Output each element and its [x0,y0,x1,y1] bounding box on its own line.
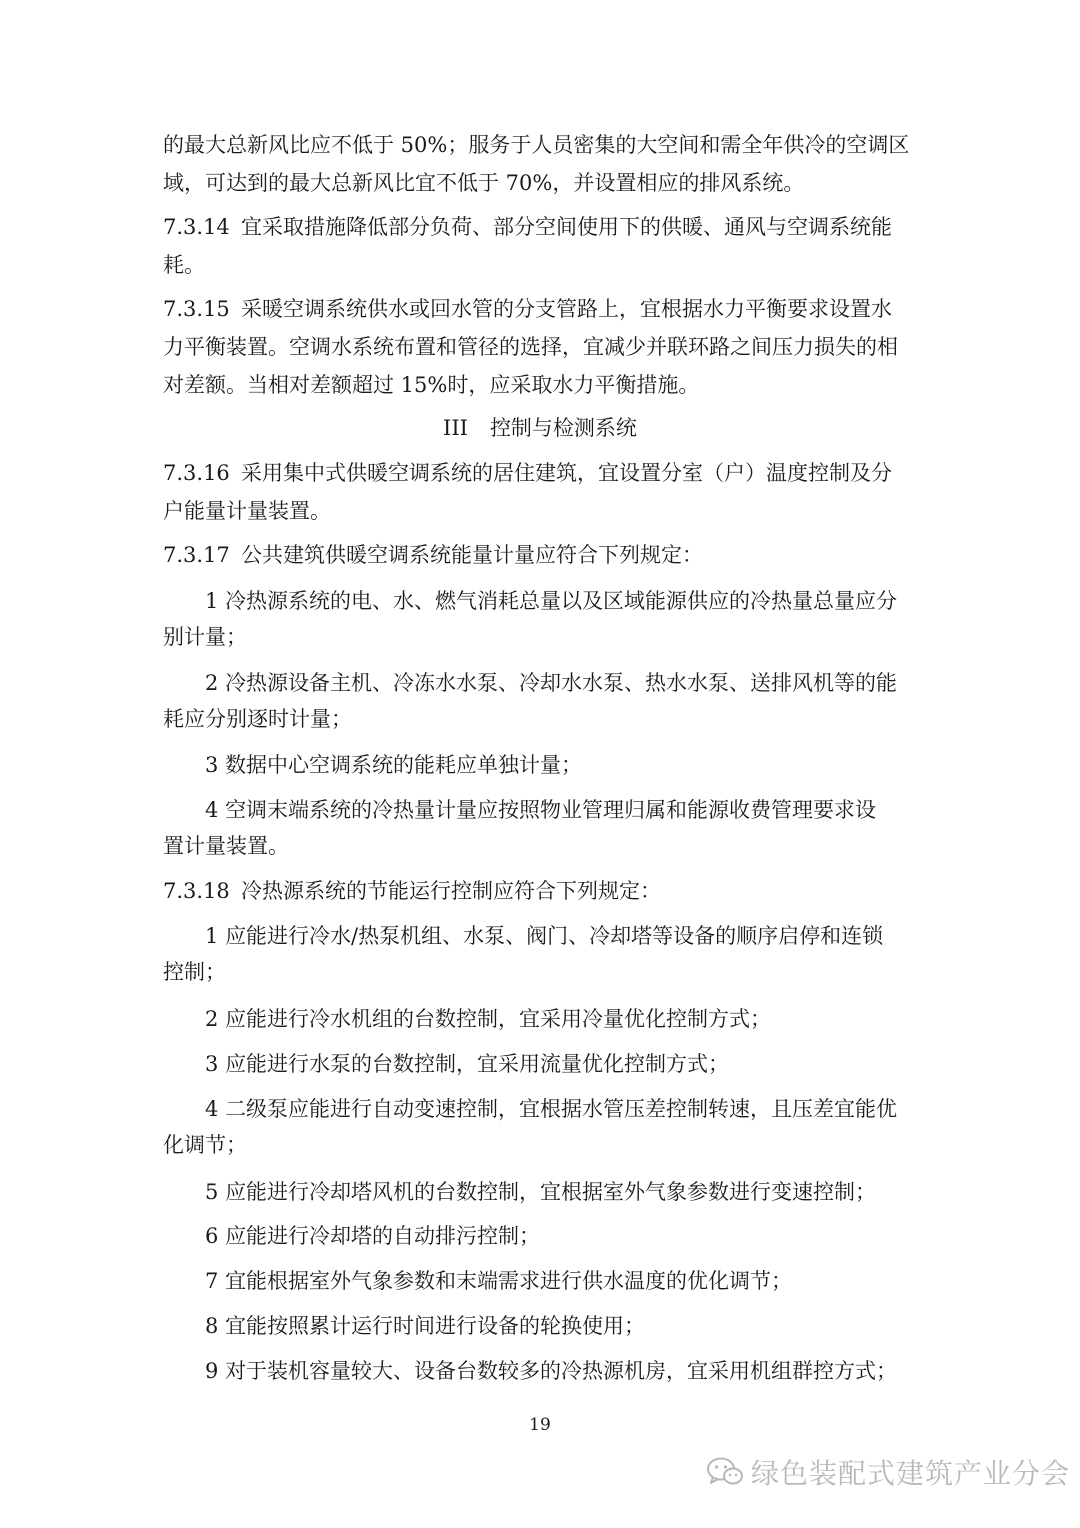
clause-number: 7.3.18 [163,879,230,903]
item-text: 数据中心空调系统的能耗应单独计量； [225,753,583,777]
paragraph-line: 控制； [163,960,226,984]
clause-number: 7.3.14 [163,215,230,239]
list-item [205,1095,897,1123]
clause-text: 宜采取措施降低部分负荷、部分空间使用下的供暖、通风与空调系统能 [241,215,892,239]
clause-7-3-17 [163,541,703,569]
clause-number: 7.3.15 [163,297,230,321]
wechat-icon [705,1455,745,1489]
clause-text: 冷热源系统的节能运行控制应符合下列规定： [241,879,661,903]
item-text: 应能进行冷水机组的台数控制，宜采用冷量优化控制方式； [225,1007,772,1031]
paragraph-line: 别计量； [163,625,247,649]
watermark-text: 绿色装配式建筑产业分会 [751,1457,1071,1490]
item-text: 应能进行冷水/热泵机组、水泵、阀门、冷却塔等设备的顺序启停和连锁 [225,924,884,948]
paragraph-line: 置计量装置。 [163,834,289,858]
item-number: 5 [205,1180,219,1204]
item-text: 对于装机容量较大、设备台数较多的冷热源机房，宜采用机组群控方式； [225,1359,898,1383]
item-number: 3 [205,753,219,777]
item-text: 应能进行冷却塔风机的台数控制，宜根据室外气象参数进行变速控制； [225,1180,877,1204]
list-item [205,1050,729,1078]
item-number: 3 [205,1052,219,1076]
list-item [205,796,876,824]
clause-text: 采用集中式供暖空调系统的居住建筑，宜设置分室（户）温度控制及分 [241,461,892,485]
item-text: 应能进行水泵的台数控制，宜采用流量优化控制方式； [225,1052,730,1076]
section-heading [0,414,1080,442]
item-text: 宜能根据室外气象参数和末端需求进行供水温度的优化调节； [225,1269,793,1293]
list-item [205,1222,540,1250]
list-item [205,669,897,697]
list-item [205,1267,792,1295]
item-number: 7 [205,1269,219,1293]
item-number: 4 [205,798,219,822]
item-number: 6 [205,1224,219,1248]
list-item [205,922,883,950]
list-item [205,1005,771,1033]
paragraph-line: 的最大总新风比应不低于 50%；服务于人员密集的大空间和需全年供冷的空调区 [163,133,910,157]
clause-number: 7.3.17 [163,543,230,567]
paragraph-line: 户能量计量装置。 [163,499,331,523]
list-item [205,1357,897,1385]
clause-text: 公共建筑供暖空调系统能量计量应符合下列规定： [241,543,703,567]
paragraph-line: 化调节； [163,1133,247,1157]
paragraph-line: 域，可达到的最大总新风比宜不低于 70%，并设置相应的排风系统。 [163,171,805,195]
paragraph-line: 对差额。当相对差额超过 15%时，应采取水力平衡措施。 [163,373,700,397]
clause-7-3-15 [163,295,892,323]
item-number: 2 [205,671,219,695]
item-text: 冷热源系统的电、水、燃气消耗总量以及区域能源供应的冷热量总量应分 [225,589,898,613]
watermark [705,1450,1070,1494]
item-text: 宜能按照累计运行时间进行设备的轮换使用； [225,1314,646,1338]
item-text: 二级泵应能进行自动变速控制，宜根据水管压差控制转速，且压差宜能优 [225,1097,898,1121]
list-item [205,587,897,615]
paragraph-line: 耗。 [163,253,205,277]
section-roman-numeral: III [443,416,468,440]
page-number: 19 [529,1415,551,1435]
clause-7-3-14 [163,213,892,241]
paragraph-line: 耗应分别逐时计量； [163,707,352,731]
clause-text: 采暖空调系统供水或回水管的分支管路上，宜根据水力平衡要求设置水 [241,297,892,321]
item-text: 冷热源设备主机、冷冻水水泵、冷却水水泵、热水水泵、送排风机等的能 [225,671,898,695]
list-item [205,1178,876,1206]
item-number: 2 [205,1007,219,1031]
clause-7-3-18 [163,877,661,905]
clause-number: 7.3.16 [163,461,230,485]
item-number: 8 [205,1314,219,1338]
clause-7-3-16 [163,459,892,487]
section-title: 控制与检测系统 [489,416,637,440]
item-number: 1 [205,924,219,948]
item-number: 1 [205,589,219,613]
item-number: 4 [205,1097,219,1121]
item-number: 9 [205,1359,219,1383]
paragraph-line: 力平衡装置。空调水系统布置和管径的选择，宜减少并联环路之间压力损失的相 [163,335,898,359]
list-item [205,751,582,779]
item-text: 空调末端系统的冷热量计量应按照物业管理归属和能源收费管理要求设 [225,798,877,822]
list-item [205,1312,645,1340]
item-text: 应能进行冷却塔的自动排污控制； [225,1224,541,1248]
